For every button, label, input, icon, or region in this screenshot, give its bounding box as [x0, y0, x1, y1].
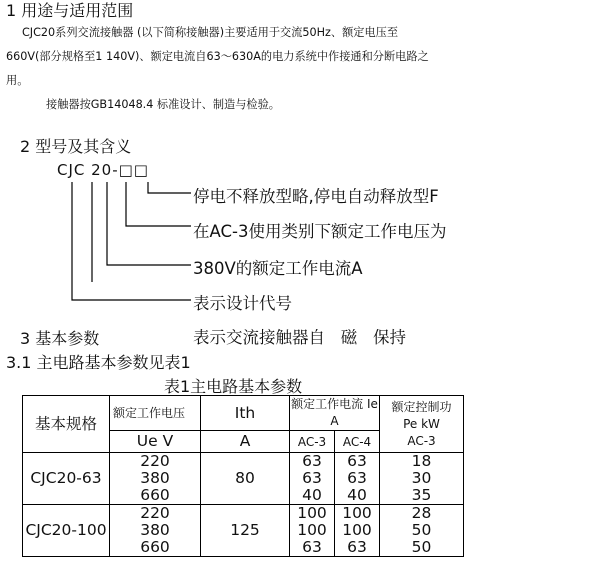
row2-spec: CJC20-100 — [23, 505, 110, 557]
model-code: CJC 20-□□ — [57, 161, 149, 179]
row1-ac4: 63 63 40 — [335, 453, 380, 505]
row1-pe: 18 30 35 — [380, 453, 464, 505]
header-volt-unit: Ue V — [110, 431, 201, 453]
header-ac3: AC-3 — [290, 431, 335, 453]
params-table — [22, 395, 464, 557]
header-spec: 基本规格 — [23, 396, 110, 453]
section1-para2: 接触器按GB14048.4 标准设计、制造与检验。 — [46, 98, 280, 111]
section1-para1-line1: CJC20系列交流接触器 (以下简称接触器)主要适用于交流50Hz、额定电压至 — [22, 26, 399, 39]
meaning-5: 表示交流接触器自 磁 保持 — [193, 328, 406, 347]
header-ac4: AC-4 — [335, 431, 380, 453]
meaning-4: 表示设计代号 — [193, 294, 292, 313]
row2-volts: 220 380 660 — [110, 505, 201, 557]
header-current: 额定工作电流 Ie A — [290, 396, 380, 431]
table-row — [23, 505, 464, 557]
section2-heading: 2 型号及其含义 — [20, 137, 132, 156]
header-ith: Ith — [201, 396, 290, 431]
row1-ith: 80 — [201, 453, 290, 505]
row2-ac3: 100 100 63 — [290, 505, 335, 557]
table-title: 表1主电路基本参数 — [164, 377, 303, 396]
row1-spec: CJC20-63 — [23, 453, 110, 505]
meaning-1: 停电不释放型略,停电自动释放型F — [193, 187, 439, 206]
row2-pe: 28 50 50 — [380, 505, 464, 557]
table-row — [23, 453, 464, 505]
header-volt: 额定工作电压 — [110, 396, 201, 431]
section1-para1-line2: 660V(部分规格至1 140V)、额定电流自63～630A的电力系统中作接通和分断电路之 — [6, 50, 429, 63]
row1-volts: 220 380 660 — [110, 453, 201, 505]
row1-ac3: 63 63 40 — [290, 453, 335, 505]
meaning-3: 380V的额定工作电流A — [193, 259, 363, 278]
section1-heading: 1 用途与适用范围 — [6, 1, 134, 20]
meaning-2: 在AC-3使用类别下额定工作电压为 — [193, 222, 447, 241]
section1-para1-line3: 用。 — [6, 74, 29, 87]
section3-heading: 3 基本参数 — [20, 329, 100, 348]
row2-ith: 125 — [201, 505, 290, 557]
header-ith-unit: A — [201, 431, 290, 453]
section3-sub: 3.1 主电路基本参数见表1 — [6, 353, 191, 372]
header-power: 额定控制功 Pe kW AC-3 — [380, 396, 464, 453]
row2-ac4: 100 100 63 — [335, 505, 380, 557]
